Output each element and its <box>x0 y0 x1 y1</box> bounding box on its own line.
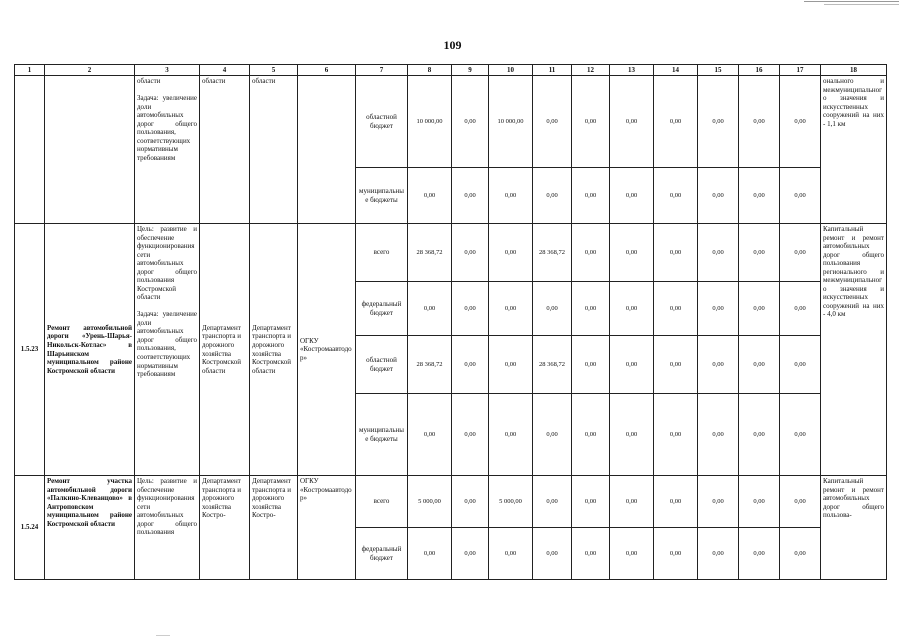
department-full-cell <box>250 476 298 580</box>
col-header: 4 <box>200 65 250 76</box>
amount-cell: 0,00 <box>533 528 572 580</box>
amount-cell: 10 000,00 <box>408 76 452 168</box>
amount-cell: 0,00 <box>739 528 780 580</box>
amount-cell: 0,00 <box>780 476 821 528</box>
funding-source-cell: муниципальные бюджеты <box>356 168 408 224</box>
amount-cell: 0,00 <box>698 282 739 336</box>
amount-cell: 0,00 <box>780 336 821 394</box>
amount-cell: 0,00 <box>739 476 780 528</box>
amount-cell: 0,00 <box>780 282 821 336</box>
funding-source-cell: муниципальные бюджеты <box>356 394 408 476</box>
program-measures-table <box>14 64 887 580</box>
col-header: 7 <box>356 65 408 76</box>
item-name-cell <box>45 76 135 224</box>
amount-cell: 0,00 <box>739 394 780 476</box>
amount-cell: 0,00 <box>572 394 610 476</box>
amount-cell: 0,00 <box>489 224 533 282</box>
amount-cell: 0,00 <box>739 224 780 282</box>
item-number-cell: 1.5.23 <box>15 224 45 476</box>
amount-cell: 0,00 <box>698 224 739 282</box>
amount-cell: 0,00 <box>572 336 610 394</box>
goal-task-text: Цель: развитие и обеспечение функционирования сети автомобильных дорог общего пользования <box>137 477 197 537</box>
amount-cell: 0,00 <box>610 528 654 580</box>
amount-cell: 0,00 <box>572 476 610 528</box>
amount-cell: 0,00 <box>452 76 489 168</box>
scan-edge-line <box>804 1 899 2</box>
column-number-row <box>15 65 887 76</box>
amount-cell: 0,00 <box>654 476 698 528</box>
funding-source-cell: федеральный бюджет <box>356 528 408 580</box>
amount-cell: 0,00 <box>739 282 780 336</box>
executor-cell <box>298 76 356 224</box>
result-cell <box>821 224 887 476</box>
amount-cell: 10 000,00 <box>489 76 533 168</box>
amount-cell: 0,00 <box>654 76 698 168</box>
col-header: 16 <box>739 65 780 76</box>
item-name-cell: Ремонт автомобильной дороги «Урень-Шарья-Никольск-Котлас» в Шарьинском муниципальном районе Костромской области <box>45 224 135 476</box>
amount-cell: 0,00 <box>780 76 821 168</box>
amount-cell: 0,00 <box>610 76 654 168</box>
amount-cell: 0,00 <box>610 224 654 282</box>
executor-cell: ОГКУ «Костромаавтодор» <box>298 224 356 476</box>
amount-cell: 0,00 <box>533 476 572 528</box>
goal-task-cell <box>135 76 200 224</box>
scan-mark <box>156 635 170 636</box>
executor-cell: ОГКУ «Костромаавтодор» <box>298 476 356 580</box>
amount-cell: 0,00 <box>654 528 698 580</box>
amount-cell: 0,00 <box>739 168 780 224</box>
department-cell <box>200 224 250 476</box>
amount-cell: 0,00 <box>780 224 821 282</box>
amount-cell: 0,00 <box>452 336 489 394</box>
amount-cell: 0,00 <box>572 224 610 282</box>
funding-source-cell: всего <box>356 224 408 282</box>
amount-cell: 0,00 <box>572 76 610 168</box>
amount-cell: 0,00 <box>739 76 780 168</box>
col-header: 3 <box>135 65 200 76</box>
amount-cell: 0,00 <box>654 282 698 336</box>
department-cell <box>200 476 250 580</box>
amount-cell: 0,00 <box>610 336 654 394</box>
goal-task-cell <box>135 476 200 580</box>
amount-cell: 0,00 <box>698 476 739 528</box>
amount-cell: 0,00 <box>780 528 821 580</box>
amount-cell: 0,00 <box>698 336 739 394</box>
amount-cell: 0,00 <box>533 76 572 168</box>
department-cell <box>200 76 250 224</box>
amount-cell: 0,00 <box>408 528 452 580</box>
amount-cell: 0,00 <box>533 282 572 336</box>
amount-cell: 0,00 <box>698 528 739 580</box>
amount-cell: 0,00 <box>572 282 610 336</box>
amount-cell: 0,00 <box>408 168 452 224</box>
goal-task-text: области Задача: увеличение доли автомобильных дорог общего пользования, соответствующих нормативным требованиям <box>137 77 197 162</box>
amount-cell: 0,00 <box>408 282 452 336</box>
amount-cell: 0,00 <box>780 168 821 224</box>
item-number-cell: 1.5.24 <box>15 476 45 580</box>
department-full-text: Департамент транспорта и дорожного хозяйства Костромской области <box>252 323 292 375</box>
amount-cell: 28 368,72 <box>408 336 452 394</box>
col-header: 12 <box>572 65 610 76</box>
funding-source-cell: всего <box>356 476 408 528</box>
table-row <box>15 224 887 282</box>
result-cell <box>821 476 887 580</box>
result-text: Капитальный ремонт и ремонт автомобильных дорог общего пользова- <box>823 477 884 520</box>
col-header: 15 <box>698 65 739 76</box>
amount-cell: 0,00 <box>654 336 698 394</box>
amount-cell: 28 368,72 <box>533 336 572 394</box>
amount-cell: 0,00 <box>610 282 654 336</box>
col-header: 5 <box>250 65 298 76</box>
funding-source-cell: областной бюджет <box>356 76 408 168</box>
department-full-cell <box>250 76 298 224</box>
amount-cell: 0,00 <box>739 336 780 394</box>
result-cell <box>821 76 887 224</box>
department-text: Департамент транспорта и дорожного хозяйства Костро- <box>202 477 242 520</box>
amount-cell: 0,00 <box>533 168 572 224</box>
amount-cell: 0,00 <box>452 476 489 528</box>
amount-cell: 5 000,00 <box>489 476 533 528</box>
goal-task-cell <box>135 224 200 476</box>
amount-cell: 0,00 <box>572 528 610 580</box>
amount-cell: 0,00 <box>698 76 739 168</box>
item-number-cell <box>15 76 45 224</box>
amount-cell: 0,00 <box>698 394 739 476</box>
funding-source-cell: федеральный бюджет <box>356 282 408 336</box>
department-full-cell <box>250 224 298 476</box>
amount-cell: 0,00 <box>489 528 533 580</box>
page-number: 109 <box>443 38 462 52</box>
amount-cell: 0,00 <box>610 168 654 224</box>
col-header: 8 <box>408 65 452 76</box>
goal-task-text: Цель: развитие и обеспечение функционирования сети автомобильных дорог общего пользования Костромской области Задача: увеличение доли автомобильных дорог общего пользования, соответствующих нормативным требованиям <box>137 225 197 379</box>
amount-cell: 28 368,72 <box>408 224 452 282</box>
amount-cell: 0,00 <box>654 394 698 476</box>
result-text: онального и межмуниципального значения и искусственных сооружений на них - 1,1 км <box>823 77 884 128</box>
amount-cell: 0,00 <box>533 394 572 476</box>
amount-cell: 0,00 <box>452 168 489 224</box>
amount-cell: 0,00 <box>452 224 489 282</box>
amount-cell: 28 368,72 <box>533 224 572 282</box>
department-text: Департамент транспорта и дорожного хозяйства Костромской области <box>202 323 242 375</box>
department-text: области <box>202 77 226 85</box>
amount-cell: 0,00 <box>489 336 533 394</box>
amount-cell: 0,00 <box>452 394 489 476</box>
funding-source-cell: областной бюджет <box>356 336 408 394</box>
table-row <box>15 76 887 168</box>
col-header: 11 <box>533 65 572 76</box>
col-header: 9 <box>452 65 489 76</box>
col-header: 2 <box>45 65 135 76</box>
amount-cell: 0,00 <box>610 476 654 528</box>
amount-cell: 5 000,00 <box>408 476 452 528</box>
amount-cell: 0,00 <box>780 394 821 476</box>
table-body <box>15 76 887 580</box>
col-header: 17 <box>780 65 821 76</box>
col-header: 6 <box>298 65 356 76</box>
amount-cell: 0,00 <box>654 168 698 224</box>
col-header: 18 <box>821 65 887 76</box>
col-header: 13 <box>610 65 654 76</box>
amount-cell: 0,00 <box>610 394 654 476</box>
amount-cell: 0,00 <box>698 168 739 224</box>
col-header: 14 <box>654 65 698 76</box>
scan-edge-line-2 <box>824 4 899 5</box>
amount-cell: 0,00 <box>572 168 610 224</box>
department-full-text: Департамент транспорта и дорожного хозяйства Костро- <box>252 477 292 520</box>
table-row <box>15 476 887 528</box>
amount-cell: 0,00 <box>489 168 533 224</box>
department-full-text: области <box>252 77 276 85</box>
amount-cell: 0,00 <box>452 282 489 336</box>
col-header: 10 <box>489 65 533 76</box>
item-name-cell: Ремонт участка автомобильной дороги «Палкино-Клеванцово» в Антроповском муниципальном районе Костромской области <box>45 476 135 580</box>
amount-cell: 0,00 <box>452 528 489 580</box>
col-header: 1 <box>15 65 45 76</box>
amount-cell: 0,00 <box>654 224 698 282</box>
result-text: Капитальный ремонт и ремонт автомобильных дорог общего пользования регионального и межмуниципального значения и искусственных сооружений на них - 4,0 км <box>823 225 884 319</box>
amount-cell: 0,00 <box>408 394 452 476</box>
amount-cell: 0,00 <box>489 282 533 336</box>
amount-cell: 0,00 <box>489 394 533 476</box>
